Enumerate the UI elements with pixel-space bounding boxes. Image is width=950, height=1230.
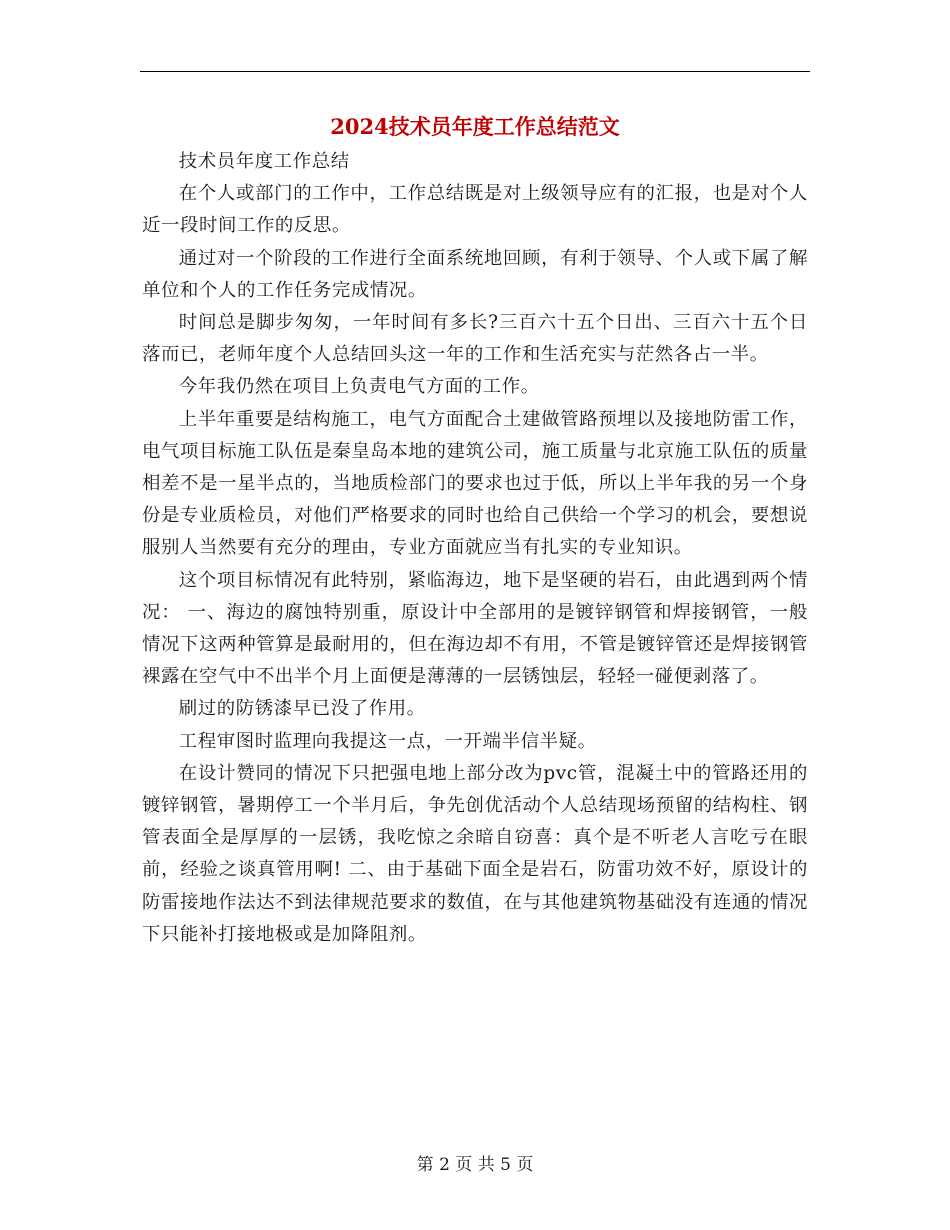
page-number-footer: 第 2 页 共 5 页 <box>416 1155 534 1175</box>
paragraph: 工程审图时监理向我提这一点，一开端半信半疑。 <box>178 730 597 752</box>
paragraph-subtitle: 技术员年度工作总结 <box>178 151 350 172</box>
document-body <box>142 146 808 951</box>
paragraph: 上半年重要是结构施工，电气方面配合土建做管路预埋以及接地防雷工作，电气项目标施工队伍是秦皇岛本地的建筑公司，施工质量与北京施工队伍的质量相差不是一星半点的，当地质检部门的要求也过于低，所以上半年我的另一个身份是专业质检员，对他们严格要求的同时也给自己供给一个学习的机会，要想说服别人当然要有充分的理由，专业方面就应当有扎实的专业知识。 <box>142 408 808 559</box>
paragraph: 在个人或部门的工作中，工作总结既是对上级领导应有的汇报，也是对个人近一段时间工作的反思。 <box>142 183 808 237</box>
paragraph: 刷过的防锈漆早已没了作用。 <box>178 698 426 720</box>
paragraph: 时间总是脚步匆匆，一年时间有多长?三百六十五个日出、三百六十五个日落而已，老师年度个人总结回头这一年的工作和生活充实与茫然各占一半。 <box>142 312 808 366</box>
paragraph: 这个项目标情况有此特别，紧临海边，地下是坚硬的岩石，由此遇到两个情况： 一、海边的腐蚀特别重，原设计中全部用的是镀锌钢管和焊接钢管，一般情况下这两种管算是最耐用的，但在海边却不有用，不管是镀锌管还是焊接钢管裸露在空气中不出半个月上面便是薄薄的一层锈蚀层，轻轻一碰便剥落了。 <box>142 569 808 688</box>
document-title: 2024技术员年度工作总结范文 <box>330 114 620 139</box>
paragraph: 在设计赞同的情况下只把强电地上部分改为pvc管，混凝土中的管路还用的镀锌钢管，暑期停工一个半月后，争先创优活动个人总结现场预留的结构柱、钢管表面全是厚厚的一层锈，我吃惊之余暗自窃喜：真个是不听老人言吃亏在眼前，经验之谈真管用啊! 二、由于基础下面全是岩石，防雷功效不好，原设计的防雷接地作法达不到法律规范要求的数值，在与其他建筑物基础没有连通的情况下只能补打接地极或是加降阻剂。 <box>142 762 808 945</box>
paragraph: 今年我仍然在项目上负责电气方面的工作。 <box>178 376 540 398</box>
header-rule <box>140 71 810 72</box>
paragraph: 通过对一个阶段的工作进行全面系统地回顾，有利于领导、个人或下属了解单位和个人的工作任务完成情况。 <box>142 247 808 301</box>
